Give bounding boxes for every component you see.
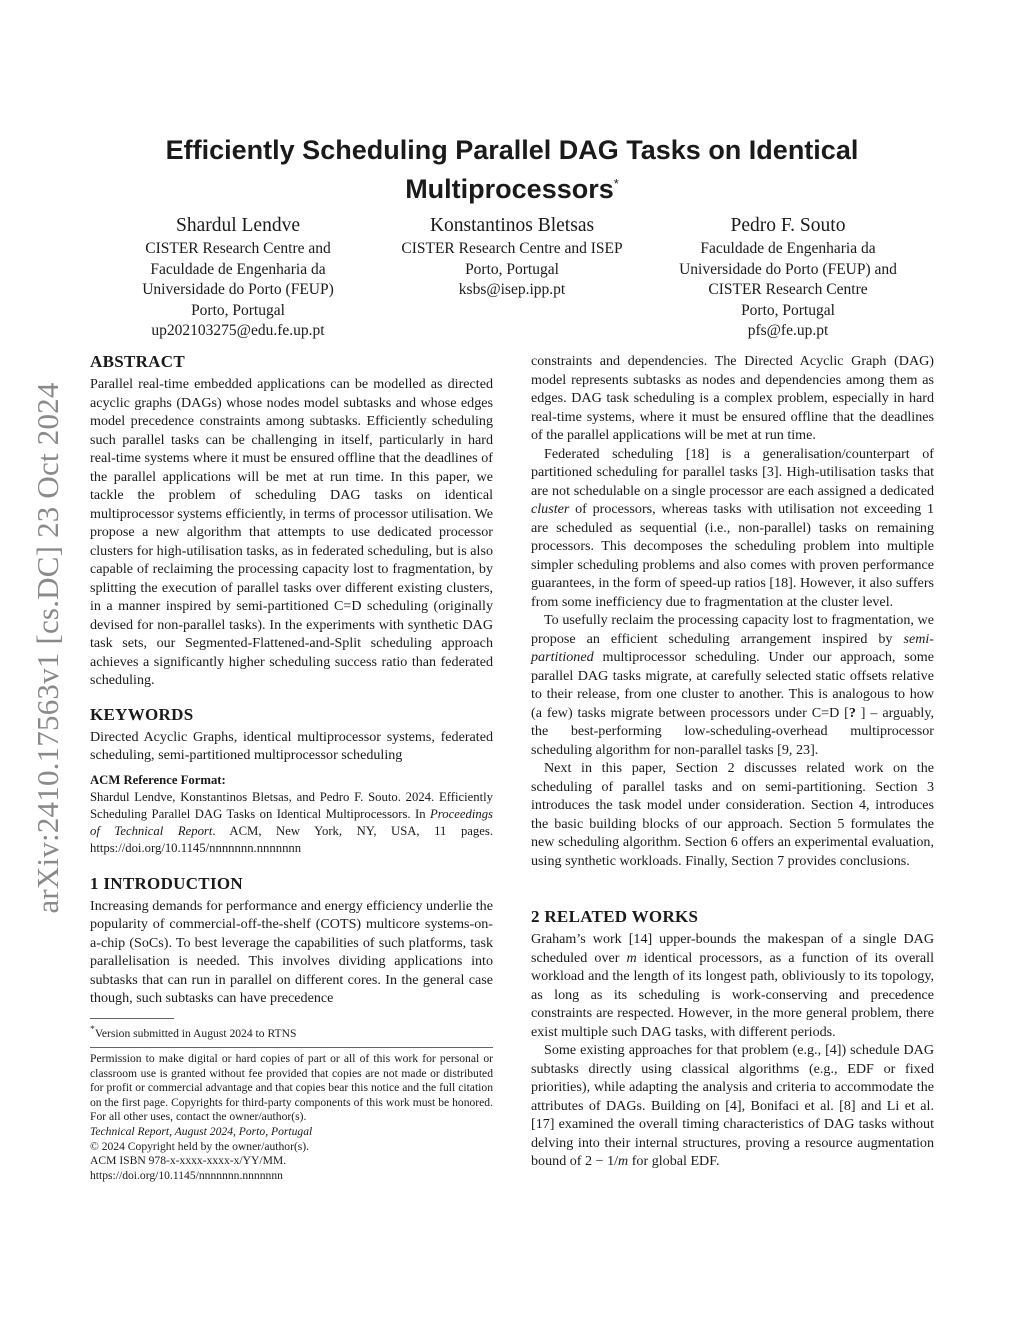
author-affiliation: Faculdade de Engenharia da [150,260,326,278]
introduction-paragraph-4: Next in this paper, Section 2 discusses related work on the scheduling of parallel tasks and on semi-partitioning. Section 3 introduces the task model under consideration. Section 4, introduces the basic building blocks of our approach. Section 5 formulates the new scheduling algorithm. Section 6 offers an experimental evaluation, using synthetic workloads. Finally, Section 7 provides conclusions. [531,760,934,869]
permission-venue [90,1125,493,1140]
author-block-3 [658,214,918,342]
venue-text: Technical Report, August 2024, Porto, Portugal [90,1124,313,1138]
author-email: ksbs@isep.ipp.pt [458,281,566,298]
introduction-heading: 1 INTRODUCTION [90,873,243,893]
keywords-text: Directed Acyclic Graphs, identical multiprocessor systems, federated scheduling, semi-partitioned multiprocessor scheduling [90,728,493,763]
arxiv-sidebar [30,355,66,940]
left-column [90,352,493,1183]
introduction-paragraph-1-continued: constraints and dependencies. The Directed Acyclic Graph (DAG) model represents subtasks as nodes and dependencies among them as edges. DAG task scheduling is a complex problem, especially in hard real-time systems, where it must be ensured offline that the deadlines of the parallel applications will be met at run time. [531,353,934,443]
paragraph-part: Graham’s work [14] upper-bounds the makespan of a single DAG scheduled over [531,931,934,966]
author-affiliation: Universidade do Porto (FEUP) [142,281,334,298]
abstract-text: Parallel real-time embedded applications can be modelled as directed acyclic graphs (DAGs) whose nodes model subtasks and whose edges model precedence constraints among subtasks. Efficiently scheduling such parallel tasks can be challenging in itself, particularly in hard real-time systems where it must be ensured offline that the deadlines of the parallel applications will be met at run time. In this paper, we tackle the problem of scheduling DAG tasks on identical multiprocessor systems efficiently, in terms of processor utilisation. We propose a new algorithm that attempts to use dedicated processor clusters for high-utilisation tasks, as in federated scheduling, but is also capable of reclaiming the processing capacity lost to fragmentation, by splitting the execution of parallel tasks over different existing clusters, in a manner inspired by semi-partitioned C=D scheduling (originally devised for non-parallel tasks). In the experiments with synthetic DAG task sets, our Segmented-Flattened-and-Split scheduling approach achieves a significantly higher scheduling success ratio than federated scheduling. [90,376,493,688]
footnote-mark: * [90,1023,95,1035]
title-text: Efficiently Scheduling Parallel DAG Tasks on Identical Multiprocessors [165,135,859,204]
permission-rule [90,1047,493,1048]
doi-line: https://doi.org/10.1145/nnnnnnn.nnnnnnn [90,1168,283,1182]
author-name: Shardul Lendve [175,215,300,236]
introduction-paragraph-3 [531,611,934,759]
acm-reference-text [90,789,493,858]
acm-reference-heading: ACM Reference Format: [90,772,226,787]
author-name: Pedro F. Souto [730,215,846,236]
math-m: m [618,1153,629,1169]
math-m: m [626,949,637,966]
right-column [531,352,934,1171]
author-affiliation: CISTER Research Centre and [145,240,331,257]
emphasis-semi-partitioned: semi-partitioned [531,630,934,665]
author-block-1 [116,214,360,342]
author-email: pfs@fe.up.pt [747,322,829,339]
author-affiliation: CISTER Research Centre [708,281,868,298]
acm-reference-part-2: . ACM, New York, NY, USA, 11 pages. https://doi.org/10.1145/nnnnnnn.nnnnnnn [90,824,494,856]
footnote-text: Version submitted in August 2024 to RTNS [94,1026,297,1040]
author-affiliation: Faculdade de Engenharia da [700,240,876,257]
author-block-2 [383,214,641,301]
acm-reference-part-1: Shardul Lendve, Konstantinos Bletsas, and Pedro F. Souto. 2024. Efficiently Scheduling Parallel DAG Tasks on Identical Multiprocessors. In [90,789,493,821]
copyright-line: © 2024 Copyright held by the owner/author(s). [90,1139,310,1153]
paragraph-part: for global EDF. [628,1153,720,1169]
emphasis-cluster: cluster [531,501,570,517]
related-works-paragraph-1 [531,930,934,1041]
author-location: Porto, Portugal [741,301,835,319]
paragraph-part: identical processors, as a function of its overall workload and the length of its longest path, obliviously to its topology, as long as its scheduling is work-conserving and precedence constraints are respected. However, in the more general problem, there exist multiple such DAG tasks, with different periods. [531,949,934,1040]
arxiv-identifier: arXiv:2410.17563v1 [cs.DC] 23 Oct 2024 [30,381,65,914]
introduction-paragraph-1: Increasing demands for performance and energy efficiency underlie the popularity of commercial-off-the-shelf (COTS) multicore systems-on-a-chip (SoCs). To best leverage the capabilities of such platforms, task parallelisation is needed. This involves dividing applications into subtasks that can run in parallel on different cores. In the general case though, such subtasks can have precedence [90,897,493,1007]
permission-notice: Permission to make digital or hard copies of part or all of this work for personal or classroom use is granted without fee provided that copies are not made or distributed for profit or commercial advantage and that copies bear this notice and the full citation on the first page. Copyrights for third-party components of this work must be honored. For all other uses, contact the owner/author(s). [90,1051,493,1124]
author-location: Porto, Portugal [191,301,285,319]
isbn-line: ACM ISBN 978-x-xxxx-xxxx-x/YY/MM. [90,1154,287,1168]
title-footnote-mark: * [613,176,619,191]
footnote-rule [90,1018,174,1019]
paper-title [110,133,914,206]
paragraph-part: Federated scheduling [18] is a generalisation/counterpart of partitioned scheduling for parallel tasks [3]. High-utilisation tasks that are not schedulable on a single processor are each assigned a dedicated [531,445,934,499]
author-email: up202103275@edu.fe.up.pt [151,322,325,339]
acm-reference-venue: Proceedings of Technical Report [90,806,493,839]
missing-citation-mark: ? [848,704,856,721]
paragraph-part: Some existing approaches for that problem (e.g., [4]) schedule DAG subtasks directly using classical algorithms (e.g., EDF or fixed priorities), while adapting the analysis and criteria to accommodate the attributes of DAGs. Building on [4], Bonifaci et al. [8] and Li et al. [17] examined the overall timing characteristics of DAG tasks without delving into their internal structures, proving a resource augmentation bound of 2 − 1/ [531,1042,934,1169]
author-name: Konstantinos Bletsas [429,215,595,236]
related-works-heading: 2 RELATED WORKS [531,907,699,926]
footnote [90,1023,493,1041]
abstract-heading: ABSTRACT [90,352,185,371]
introduction-paragraph-2 [531,445,934,612]
paragraph-part: multiprocessor scheduling. Under our approach, some parallel DAG tasks migrate, at carefully selected static offsets relative to their release, from one cluster to another. This is analogous to how (a few) tasks migrate between processors under C=D [ [531,649,934,721]
author-affiliation: Universidade do Porto (FEUP) and [679,260,897,278]
paragraph-part: ] – arguably, the best-performing low-scheduling-overhead multiprocessor scheduling algorithm for non-parallel tasks [9, 23]. [531,704,934,758]
keywords-heading: KEYWORDS [90,704,194,724]
author-affiliation: CISTER Research Centre and ISEP [401,240,623,257]
paragraph-part: of processors, whereas tasks with utilisation not exceeding 1 are scheduled as sequential (i.e., non-parallel) tasks on remaining processors. This decomposes the scheduling problem into multiple simpler scheduling problems and also comes with proven performance guarantees, in the form of speed-up ratios [18]. However, it also suffers from some inefficiency due to fragmentation at the cluster level. [531,501,934,610]
paragraph-part: To usefully reclaim the processing capacity lost to fragmentation, we propose an efficient scheduling arrangement inspired by [531,612,934,647]
related-works-paragraph-2 [531,1041,934,1171]
author-location: Porto, Portugal [465,260,559,278]
